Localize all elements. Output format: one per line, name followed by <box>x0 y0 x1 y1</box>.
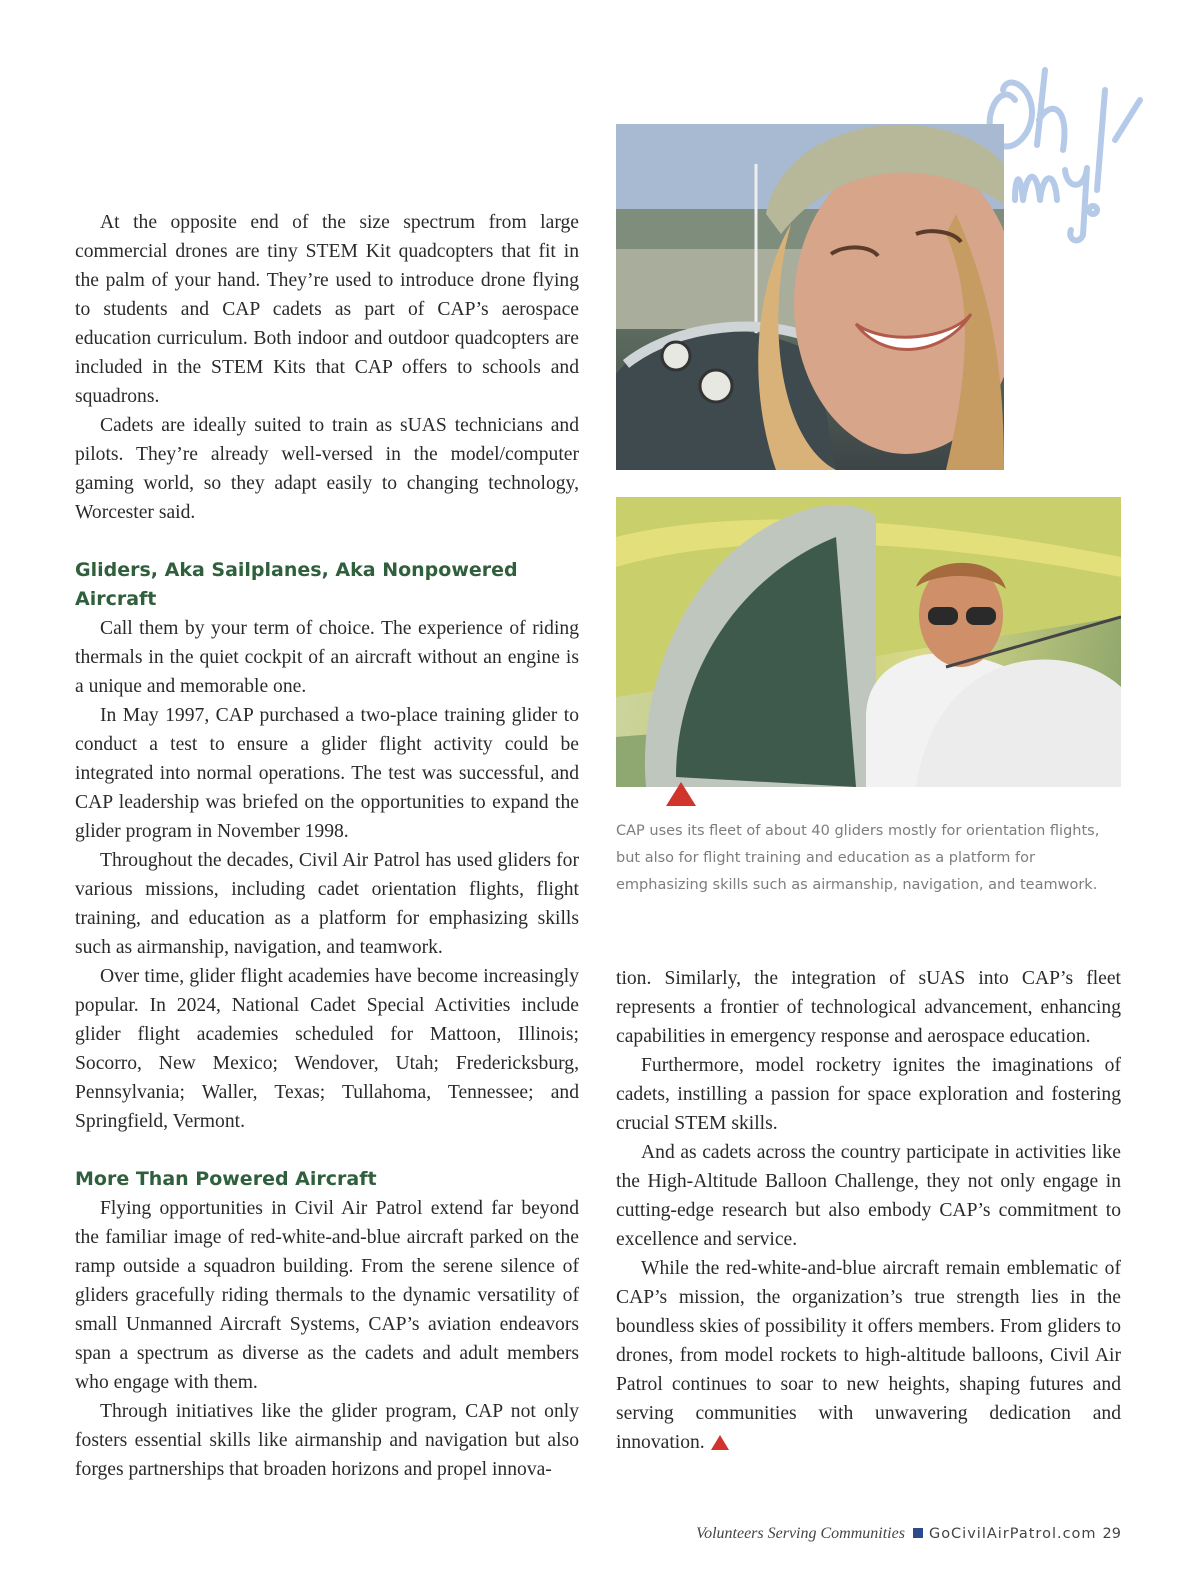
square-bullet-icon <box>913 1528 923 1538</box>
final-paragraph-text: While the red-white-and-blue aircraft remain emblematic of CAP’s mission, the organization’s true strength lies in the boundless skies of possibility it offers members. From gliders to drones, from model rockets to high-altitude balloons, Civil Air Patrol continues to soar to new heights, shaping futures and serving communities with unwavering dedication and innovation. <box>616 1258 1121 1453</box>
body-paragraph: tion. Similarly, the integration of sUAS into CAP’s fleet represents a frontier of technological advancement, enhancing capabilities in emergency response and aerospace education. <box>616 968 1121 1047</box>
body-paragraph: Through initiatives like the glider program, CAP not only fosters essential skills like airmanship and navigation but also forges partnerships that broaden horizons and propel innova- <box>75 1401 579 1480</box>
page-number: 29 <box>1102 1526 1121 1542</box>
section-heading-gliders: Gliders, Aka Sailplanes, Aka Nonpowered Aircraft <box>75 559 518 610</box>
footer-website: GoCivilAirPatrol.com <box>928 1526 1097 1542</box>
body-paragraph: Cadets are ideally suited to train as sUAS technicians and pilots. They’re already well-versed in the model/computer gaming world, so they adapt easily to changing technology, Worcester said. <box>75 415 579 523</box>
end-triangle-icon <box>711 1435 729 1450</box>
body-paragraph: And as cadets across the country participate in activities like the High-Altitude Balloon Challenge, they not only engage in cutting-edge research but also embody CAP’s commitment to excellence and service. <box>616 1142 1121 1250</box>
section-heading-powered-aircraft: More Than Powered Aircraft <box>75 1168 377 1190</box>
photo-cadet-in-cockpit <box>616 124 1004 470</box>
body-paragraph: Furthermore, model rocketry ignites the imaginations of cadets, instilling a passion for space exploration and fostering crucial STEM skills. <box>616 1055 1121 1134</box>
right-text-column <box>616 964 1121 1457</box>
body-paragraph: In May 1997, CAP purchased a two-place training glider to conduct a test to ensure a glider flight activity could be integrated into normal operations. The test was successful, and CAP leadership was briefed on the opportunities to expand the glider program in November 1998. <box>75 705 579 842</box>
body-paragraph: Call them by your term of choice. The experience of riding thermals in the quiet cockpit of an aircraft without an engine is a unique and memorable one. <box>75 618 579 697</box>
oh-my-handwriting <box>975 60 1175 250</box>
body-paragraph: At the opposite end of the size spectrum from large commercial drones are tiny STEM Kit quadcopters that fit in the palm of your hand. They’re used to introduce drone flying to students and CAP cadets as part of CAP’s aerospace education curriculum. Both indoor and outdoor quadcopters are included in the STEM Kits that CAP offers to schools and squadrons. <box>75 212 579 407</box>
photo-caption: CAP uses its fleet of about 40 gliders mostly for orientation flights, but also for flight training and education as a platform for emphasizing skills such as airmanship, navigation, and teamwork. <box>616 823 1100 893</box>
photo-cadet-in-glider <box>616 497 1121 787</box>
body-paragraph-final <box>616 1254 1121 1457</box>
left-text-column <box>75 208 579 1484</box>
body-paragraph: Throughout the decades, Civil Air Patrol has used gliders for various missions, including cadet orientation flights, flight training, and education as a platform for emphasizing skills such as airmanship, navigation, and teamwork. <box>75 850 579 958</box>
body-paragraph: Flying opportunities in Civil Air Patrol extend far beyond the familiar image of red-white-and-blue aircraft parked on the ramp outside a squadron building. From the serene silence of gliders gracefully riding thermals to the dynamic versatility of small Unmanned Aircraft Systems, CAP’s aviation endeavors span a spectrum as diverse as the cadets and adult members who engage with them. <box>75 1198 579 1393</box>
footer-tagline: Volunteers Serving Communities <box>696 1525 905 1542</box>
page-footer <box>696 1525 1121 1543</box>
body-paragraph: Over time, glider flight academies have become increasingly popular. In 2024, National Cadet Special Activities include glider flight academies scheduled for Mattoon, Illinois; Socorro, New Mexico; Wendover, Utah; Fredericksburg, Pennsylvania; Waller, Texas; Tullahoma, Tennessee; and Springfield, Vermont. <box>75 966 579 1132</box>
red-triangle-icon <box>666 782 696 806</box>
